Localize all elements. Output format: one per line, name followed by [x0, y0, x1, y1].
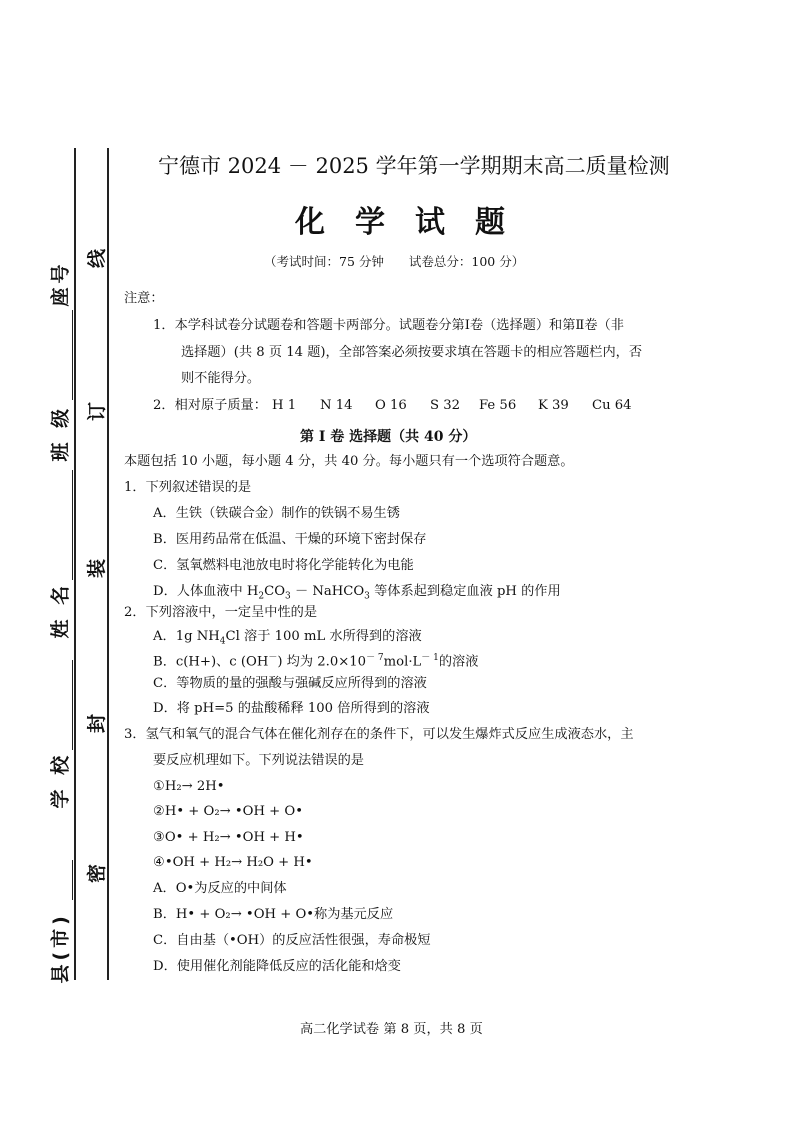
atomic-mass-o: O 16: [375, 398, 407, 413]
q1-d-end: 等体系起到稳定血液 pH 的作用: [369, 584, 561, 599]
atomic-mass-n: N 14: [320, 398, 353, 413]
notice-item1-line2: 选择题）(共 8 页 14 题)，全部答案必须按要求填在答题卡的相应答题栏内，否: [181, 345, 643, 360]
q3-option-b: B．H• + O₂→ •OH + O•称为基元反应: [153, 907, 394, 922]
atomic-mass-s: S 32: [430, 398, 461, 413]
q1-d-sub1: 2: [258, 591, 265, 602]
notice-item1-line1: 1．本学科试卷分试题卷和答题卡两部分。试题卷分第Ⅰ卷（选择题）和第Ⅱ卷（非: [153, 318, 624, 333]
seal-char-feng: 封: [86, 713, 109, 734]
exam-info: （考试时间：75 分钟 试卷总分：100 分）: [264, 254, 525, 269]
q1-d-pre: D．人体血液中 H: [153, 584, 259, 599]
seal-char-ding: 订: [86, 401, 109, 422]
q2-option-a: [153, 630, 422, 647]
atomic-mass-h: H 1: [272, 398, 297, 413]
subject-title: 化 学 试 题: [295, 205, 505, 240]
q1-stem: 1．下列叙述错误的是: [124, 480, 252, 495]
q2-option-d: D．将 pH=5 的盐酸稀释 100 倍所得到的溶液: [153, 701, 430, 716]
q1-option-a: A．生铁（铁碳合金）制作的铁锅不易生锈: [153, 506, 400, 521]
seat-label: 座号: [49, 260, 72, 307]
section1-intro: 本题包括 10 小题，每小题 4 分，共 40 分。每小题只有一个选项符合题意。: [124, 454, 574, 469]
school-blank[interactable]: [72, 660, 73, 750]
q1-option-c: C．氢氧燃料电池放电时将化学能转化为电能: [153, 558, 414, 573]
q2-a-sub: 4: [219, 636, 226, 647]
q2-b-mid: ) 均为 2.0×10: [277, 654, 367, 670]
q3-stem-line1: 3．氢气和氧气的混合气体在催化剂存在的条件下，可以发生爆炸式反应生成液态水，主: [124, 727, 634, 742]
q3-option-d: D．使用催化剂能降低反应的活化能和焓变: [153, 959, 401, 974]
q2-a-pre: A．1g NH: [153, 629, 220, 644]
q1-option-b: B．医用药品常在低温、干燥的环境下密封保存: [153, 532, 427, 547]
name-label: 姓 名: [49, 581, 72, 639]
school-label: 学 校: [49, 751, 72, 809]
seal-char-mi: 密: [86, 863, 109, 884]
notice-item1-line3: 则不能得分。: [181, 371, 261, 386]
q1-option-d: [153, 585, 561, 602]
seal-char-zhuang: 装: [86, 558, 109, 579]
q1-d-sub3: 3: [364, 591, 370, 602]
q1-d-post: － NaHCO: [290, 584, 365, 599]
q2-option-b: [153, 654, 478, 669]
name-blank[interactable]: [72, 470, 73, 580]
q2-b-sup1: －: [268, 653, 278, 663]
county-label: 县(市): [49, 912, 72, 984]
atomic-mass-k: K 39: [538, 398, 569, 413]
q2-b-unit: mol·L: [383, 654, 422, 670]
q2-b-sup3: － 1: [421, 653, 439, 663]
q3-step2: ②H• + O₂→ •OH + O•: [153, 804, 303, 819]
atomic-mass-cu: Cu 64: [592, 398, 632, 413]
q3-option-c: C．自由基（•OH）的反应活性很强，寿命极短: [153, 933, 431, 948]
atomic-mass-fe: Fe 56: [479, 398, 517, 413]
q2-b-pre: B．c(H+)、c (OH: [153, 654, 269, 670]
q2-option-c: C．等物质的量的强酸与强碱反应所得到的溶液: [153, 676, 427, 691]
section1-title: 第 I 卷 选择题（共 40 分）: [300, 429, 477, 445]
q3-option-a: A．O•为反应的中间体: [153, 881, 287, 896]
notice-label: 注意：: [124, 291, 164, 306]
q2-stem: 2．下列溶液中，一定呈中性的是: [124, 605, 318, 620]
q1-d-mid: CO: [264, 584, 286, 599]
q3-step1: ①H₂→ 2H•: [153, 779, 225, 794]
exam-title: 宁德市 2024 － 2025 学年第一学期期末高二质量检测: [158, 154, 670, 178]
seal-char-xian: 线: [86, 248, 109, 269]
q3-step3: ③O• + H₂→ •OH + H•: [153, 830, 304, 845]
class-label: 班 级: [49, 404, 72, 462]
page-footer: 高二化学试卷 第 8 页，共 8 页: [300, 1022, 483, 1037]
q3-stem-line2: 要反应机理如下。下列说法错误的是: [153, 753, 364, 768]
notice-item2-label: 2．相对原子质量：: [153, 398, 267, 413]
q2-a-post: Cl 溶于 100 mL 水所得到的溶液: [225, 629, 422, 644]
q2-b-end: 的溶液: [438, 654, 479, 670]
binding-line-left: [74, 148, 76, 980]
county-blank[interactable]: [72, 860, 73, 900]
q3-step4: ④•OH + H₂→ H₂O + H•: [153, 855, 313, 870]
q1-d-sub2: 3: [285, 591, 291, 602]
q2-b-sup2: － 7: [366, 653, 384, 663]
class-blank[interactable]: [72, 310, 73, 400]
